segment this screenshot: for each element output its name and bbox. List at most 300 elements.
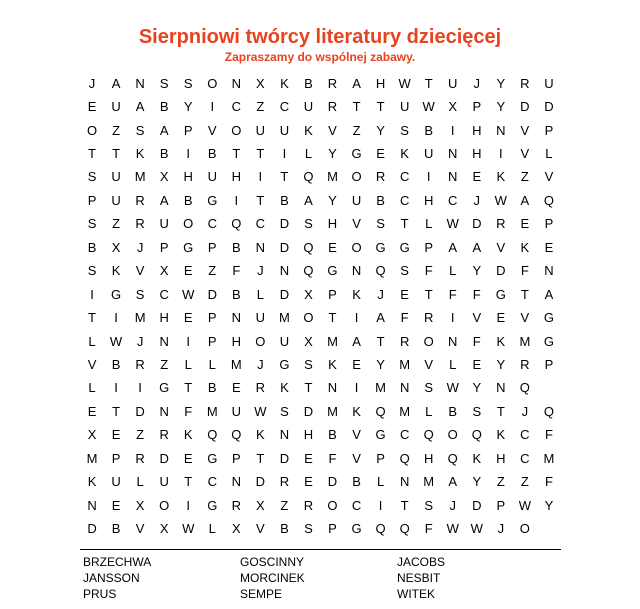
grid-letter[interactable]: J — [136, 239, 144, 255]
grid-letter[interactable]: O — [231, 122, 242, 138]
grid-letter[interactable]: G — [351, 146, 362, 162]
grid-letter[interactable]: C — [448, 192, 458, 208]
grid-letter[interactable]: A — [376, 310, 385, 326]
grid-letter[interactable]: R — [231, 497, 241, 513]
grid-letter[interactable]: Q — [543, 192, 554, 208]
grid-letter[interactable]: Z — [208, 263, 217, 279]
grid-letter[interactable]: K — [496, 333, 506, 349]
grid-letter[interactable]: B — [231, 239, 241, 255]
grid-letter[interactable]: K — [183, 427, 193, 443]
grid-letter[interactable]: S — [87, 169, 97, 185]
grid-letter[interactable]: B — [280, 521, 289, 537]
grid-letter[interactable]: S — [304, 356, 313, 372]
grid-letter[interactable]: L — [88, 380, 96, 396]
grid-letter[interactable]: E — [231, 380, 241, 396]
grid-letter[interactable]: D — [520, 99, 530, 115]
grid-letter[interactable]: Y — [472, 263, 482, 279]
grid-letter[interactable]: S — [376, 216, 385, 232]
grid-letter[interactable]: A — [159, 122, 169, 138]
grid-letter[interactable]: M — [86, 450, 98, 466]
grid-letter[interactable]: H — [472, 122, 482, 138]
grid-letter[interactable]: O — [351, 169, 362, 185]
grid-letter[interactable]: Y — [328, 192, 337, 208]
grid-letter[interactable]: T — [304, 380, 313, 396]
grid-letter[interactable]: Q — [303, 169, 314, 185]
grid-letter[interactable]: E — [304, 450, 313, 466]
grid-letter[interactable]: S — [87, 216, 97, 232]
grid-letter[interactable]: U — [111, 474, 121, 490]
grid-letter[interactable]: Q — [303, 239, 314, 255]
grid-letter[interactable]: U — [255, 310, 266, 326]
grid-letter[interactable]: G — [375, 239, 386, 255]
grid-letter[interactable]: T — [256, 450, 265, 466]
grid-letter[interactable]: M — [230, 356, 242, 372]
grid-letter[interactable]: L — [256, 286, 264, 302]
grid-letter[interactable]: T — [328, 310, 337, 326]
grid-letter[interactable]: I — [186, 146, 191, 162]
grid-letter[interactable]: G — [399, 239, 410, 255]
grid-letter[interactable]: L — [88, 333, 96, 349]
grid-letter[interactable]: O — [255, 333, 266, 349]
grid-letter[interactable]: T — [88, 146, 96, 162]
grid-letter[interactable]: N — [448, 146, 458, 162]
grid-letter[interactable]: R — [496, 216, 506, 232]
grid-letter[interactable]: V — [520, 122, 530, 138]
grid-letter[interactable]: R — [255, 380, 266, 396]
grid-letter[interactable]: P — [183, 122, 193, 138]
grid-letter[interactable]: J — [521, 403, 529, 419]
grid-letter[interactable]: L — [184, 356, 192, 372]
grid-letter[interactable]: H — [231, 169, 241, 185]
grid-letter[interactable]: W — [422, 99, 435, 115]
grid-letter[interactable]: S — [424, 497, 434, 513]
grid-letter[interactable]: Q — [375, 403, 386, 419]
grid-letter[interactable]: B — [183, 192, 193, 208]
grid-letter[interactable]: T — [424, 75, 433, 91]
grid-letter[interactable]: G — [207, 192, 218, 208]
grid-letter[interactable]: O — [159, 497, 170, 513]
grid-letter[interactable]: W — [518, 497, 531, 513]
grid-letter[interactable]: N — [231, 310, 241, 326]
grid-letter[interactable]: N — [544, 263, 554, 279]
grid-letter[interactable]: R — [303, 497, 314, 513]
grid-letter[interactable]: Y — [472, 380, 482, 396]
grid-letter[interactable]: B — [207, 146, 217, 162]
grid-letter[interactable]: J — [257, 356, 264, 372]
grid-letter[interactable]: E — [496, 310, 506, 326]
grid-letter[interactable]: T — [112, 146, 121, 162]
grid-letter[interactable]: W — [494, 192, 507, 208]
grid-letter[interactable]: S — [87, 263, 97, 279]
grid-letter[interactable]: H — [303, 427, 314, 443]
grid-letter[interactable]: U — [231, 403, 241, 419]
grid-letter[interactable]: E — [87, 403, 97, 419]
grid-letter[interactable]: O — [351, 239, 362, 255]
grid-letter[interactable]: E — [183, 263, 193, 279]
grid-letter[interactable]: F — [520, 263, 529, 279]
grid-letter[interactable]: D — [303, 403, 314, 419]
grid-letter[interactable]: B — [111, 521, 121, 537]
grid-letter[interactable]: G — [375, 427, 386, 443]
grid-letter[interactable]: P — [376, 450, 385, 466]
grid-letter[interactable]: M — [134, 169, 146, 185]
grid-letter[interactable]: C — [279, 99, 290, 115]
grid-letter[interactable]: W — [398, 75, 411, 91]
grid-letter[interactable]: T — [256, 192, 265, 208]
grid-letter[interactable]: L — [425, 403, 433, 419]
grid-letter[interactable]: S — [135, 122, 145, 138]
grid-letter[interactable]: Z — [112, 122, 121, 138]
grid-letter[interactable]: Q — [231, 427, 242, 443]
grid-letter[interactable]: U — [303, 99, 314, 115]
grid-letter[interactable]: H — [496, 450, 506, 466]
grid-letter[interactable]: N — [135, 75, 145, 91]
grid-letter[interactable]: T — [376, 99, 385, 115]
grid-letter[interactable]: V — [256, 521, 265, 537]
grid-letter[interactable]: X — [304, 333, 313, 349]
grid-letter[interactable]: V — [424, 356, 434, 372]
grid-letter[interactable]: I — [114, 380, 118, 396]
grid-letter[interactable]: L — [208, 521, 216, 537]
grid-letter[interactable]: U — [544, 75, 554, 91]
grid-letter[interactable]: T — [184, 380, 193, 396]
grid-letter[interactable]: I — [450, 122, 455, 138]
grid-letter[interactable]: Y — [376, 356, 385, 372]
grid-letter[interactable]: W — [470, 521, 483, 537]
grid-letter[interactable]: Z — [520, 474, 529, 490]
grid-letter[interactable]: H — [472, 146, 482, 162]
grid-letter[interactable]: Q — [423, 427, 434, 443]
grid-letter[interactable]: Z — [112, 216, 121, 232]
grid-letter[interactable]: F — [472, 333, 481, 349]
grid-letter[interactable]: R — [279, 474, 290, 490]
grid-letter[interactable]: A — [448, 474, 458, 490]
grid-letter[interactable]: Y — [544, 497, 554, 513]
grid-letter[interactable]: C — [351, 497, 362, 513]
grid-letter[interactable]: H — [159, 310, 169, 326]
grid-letter[interactable]: N — [399, 474, 410, 490]
grid-letter[interactable]: V — [135, 263, 145, 279]
grid-letter[interactable]: G — [279, 356, 290, 372]
grid-letter[interactable]: K — [352, 286, 361, 302]
grid-letter[interactable]: V — [520, 310, 530, 326]
grid-letter[interactable]: I — [282, 146, 287, 162]
grid-letter[interactable]: Y — [496, 356, 506, 372]
grid-letter[interactable]: O — [207, 75, 218, 91]
grid-letter[interactable]: M — [327, 333, 338, 349]
grid-letter[interactable]: V — [135, 521, 145, 537]
grid-letter[interactable]: N — [496, 380, 506, 396]
grid-letter[interactable]: V — [328, 122, 337, 138]
grid-letter[interactable]: X — [256, 75, 265, 91]
grid-letter[interactable]: D — [87, 521, 97, 537]
grid-letter[interactable]: K — [400, 146, 409, 162]
grid-letter[interactable]: L — [449, 356, 457, 372]
grid-letter[interactable]: Q — [399, 521, 410, 537]
grid-letter[interactable]: K — [87, 474, 97, 490]
grid-letter[interactable]: T — [256, 146, 265, 162]
grid-letter[interactable]: A — [448, 239, 458, 255]
grid-letter[interactable]: P — [544, 356, 554, 372]
grid-letter[interactable]: Q — [399, 450, 410, 466]
grid-letter[interactable]: O — [519, 521, 530, 537]
grid-letter[interactable]: W — [446, 521, 459, 537]
grid-letter[interactable]: I — [450, 310, 455, 326]
grid-letter[interactable]: A — [159, 192, 169, 208]
grid-letter[interactable]: L — [449, 263, 457, 279]
grid-letter[interactable]: D — [472, 216, 482, 232]
grid-letter[interactable]: Z — [520, 169, 529, 185]
grid-letter[interactable]: K — [520, 239, 530, 255]
grid-letter[interactable]: R — [135, 216, 145, 232]
grid-letter[interactable]: H — [183, 169, 193, 185]
grid-letter[interactable]: T — [496, 403, 505, 419]
grid-letter[interactable]: R — [135, 450, 145, 466]
grid-letter[interactable]: P — [87, 192, 97, 208]
grid-letter[interactable]: O — [423, 333, 434, 349]
grid-letter[interactable]: X — [111, 239, 121, 255]
grid-letter[interactable]: I — [378, 497, 383, 513]
grid-letter[interactable]: I — [258, 169, 263, 185]
grid-letter[interactable]: J — [136, 333, 144, 349]
grid-letter[interactable]: G — [207, 450, 218, 466]
grid-letter[interactable]: F — [424, 263, 433, 279]
grid-letter[interactable]: W — [254, 403, 267, 419]
grid-letter[interactable]: I — [210, 99, 215, 115]
grid-letter[interactable]: E — [111, 497, 121, 513]
grid-letter[interactable]: N — [448, 333, 458, 349]
grid-letter[interactable]: F — [184, 403, 193, 419]
grid-letter[interactable]: F — [472, 286, 481, 302]
grid-letter[interactable]: T — [376, 333, 385, 349]
grid-letter[interactable]: P — [231, 450, 241, 466]
grid-letter[interactable]: N — [159, 333, 169, 349]
grid-letter[interactable]: V — [352, 216, 361, 232]
grid-letter[interactable]: S — [135, 286, 145, 302]
grid-letter[interactable]: I — [354, 310, 359, 326]
grid-letter[interactable]: J — [377, 286, 384, 302]
grid-letter[interactable]: V — [544, 169, 554, 185]
grid-letter[interactable]: E — [472, 169, 482, 185]
grid-letter[interactable]: Q — [375, 521, 386, 537]
grid-letter[interactable]: T — [424, 286, 433, 302]
grid-letter[interactable]: E — [520, 216, 530, 232]
grid-letter[interactable]: R — [327, 99, 338, 115]
grid-letter[interactable]: B — [207, 380, 217, 396]
grid-letter[interactable]: C — [520, 450, 530, 466]
grid-letter[interactable]: S — [304, 216, 313, 232]
grid-letter[interactable]: W — [182, 521, 195, 537]
grid-letter[interactable]: D — [279, 216, 290, 232]
grid-letter[interactable]: B — [424, 122, 434, 138]
grid-letter[interactable]: P — [207, 239, 217, 255]
grid-letter[interactable]: Z — [496, 474, 505, 490]
grid-letter[interactable]: D — [207, 286, 217, 302]
grid-letter[interactable]: E — [87, 99, 97, 115]
grid-letter[interactable]: E — [544, 239, 554, 255]
grid-letter[interactable]: C — [159, 286, 169, 302]
grid-letter[interactable]: W — [182, 286, 195, 302]
grid-letter[interactable]: I — [354, 380, 359, 396]
grid-letter[interactable]: P — [207, 333, 217, 349]
grid-letter[interactable]: S — [280, 403, 289, 419]
grid-letter[interactable]: C — [255, 216, 266, 232]
grid-letter[interactable]: Z — [136, 427, 145, 443]
grid-letter[interactable]: D — [544, 99, 554, 115]
grid-letter[interactable]: U — [448, 75, 458, 91]
grid-letter[interactable]: O — [303, 310, 314, 326]
grid-letter[interactable]: N — [399, 380, 410, 396]
grid-letter[interactable]: N — [159, 403, 169, 419]
grid-letter[interactable]: Y — [472, 474, 482, 490]
grid-letter[interactable]: P — [111, 450, 121, 466]
grid-letter[interactable]: V — [520, 146, 530, 162]
grid-letter[interactable]: X — [256, 497, 265, 513]
grid-letter[interactable]: G — [327, 263, 338, 279]
grid-letter[interactable]: Z — [352, 122, 361, 138]
grid-letter[interactable]: B — [159, 146, 169, 162]
grid-letter[interactable]: N — [448, 169, 458, 185]
grid-letter[interactable]: C — [520, 427, 530, 443]
grid-letter[interactable]: P — [544, 122, 554, 138]
grid-letter[interactable]: X — [159, 263, 169, 279]
grid-letter[interactable]: X — [135, 497, 145, 513]
grid-letter[interactable]: B — [448, 403, 458, 419]
grid-letter[interactable]: A — [520, 192, 530, 208]
grid-letter[interactable]: D — [496, 263, 506, 279]
grid-letter[interactable]: V — [352, 450, 361, 466]
grid-letter[interactable]: N — [231, 75, 241, 91]
grid-letter[interactable]: N — [255, 239, 266, 255]
grid-letter[interactable]: W — [109, 333, 123, 349]
grid-letter[interactable]: I — [114, 310, 118, 326]
grid-letter[interactable]: L — [425, 216, 433, 232]
grid-letter[interactable]: S — [183, 75, 193, 91]
grid-letter[interactable]: C — [207, 474, 217, 490]
grid-letter[interactable]: R — [520, 356, 530, 372]
grid-letter[interactable]: V — [87, 356, 97, 372]
grid-letter[interactable]: B — [280, 192, 289, 208]
grid-letter[interactable]: Q — [231, 216, 242, 232]
grid-letter[interactable]: E — [376, 146, 385, 162]
grid-letter[interactable]: D — [327, 474, 338, 490]
grid-letter[interactable]: K — [256, 427, 265, 443]
grid-letter[interactable]: H — [231, 333, 241, 349]
grid-letter[interactable]: A — [352, 75, 361, 91]
grid-letter[interactable]: A — [544, 286, 554, 302]
grid-letter[interactable]: S — [424, 380, 434, 396]
grid-letter[interactable]: Y — [328, 146, 337, 162]
grid-letter[interactable]: T — [400, 216, 409, 232]
grid-letter[interactable]: F — [328, 450, 337, 466]
grid-letter[interactable]: P — [159, 239, 169, 255]
grid-letter[interactable]: K — [472, 450, 482, 466]
grid-letter[interactable]: G — [543, 333, 554, 349]
grid-letter[interactable]: B — [304, 75, 313, 91]
grid-letter[interactable]: O — [183, 216, 194, 232]
grid-letter[interactable]: T — [520, 286, 529, 302]
grid-letter[interactable]: F — [232, 263, 241, 279]
grid-letter[interactable]: M — [278, 310, 290, 326]
grid-letter[interactable]: T — [88, 310, 96, 326]
grid-letter[interactable]: P — [544, 216, 554, 232]
grid-letter[interactable]: R — [135, 192, 145, 208]
grid-letter[interactable]: B — [231, 286, 241, 302]
grid-letter[interactable]: Q — [447, 450, 458, 466]
grid-letter[interactable]: G — [495, 286, 506, 302]
grid-letter[interactable]: I — [426, 169, 431, 185]
grid-letter[interactable]: B — [328, 427, 337, 443]
grid-letter[interactable]: T — [280, 169, 289, 185]
grid-letter[interactable]: C — [399, 192, 410, 208]
grid-letter[interactable]: D — [279, 286, 290, 302]
grid-letter[interactable]: U — [207, 169, 217, 185]
grid-letter[interactable]: E — [183, 310, 193, 326]
grid-letter[interactable]: Y — [496, 99, 506, 115]
grid-letter[interactable]: Y — [183, 99, 193, 115]
grid-letter[interactable]: F — [544, 474, 553, 490]
grid-letter[interactable]: Y — [376, 122, 385, 138]
grid-letter[interactable]: E — [352, 356, 361, 372]
grid-letter[interactable]: G — [351, 521, 362, 537]
grid-letter[interactable]: X — [87, 427, 97, 443]
grid-letter[interactable]: X — [159, 521, 169, 537]
grid-letter[interactable]: G — [207, 497, 218, 513]
grid-letter[interactable]: N — [87, 497, 97, 513]
grid-letter[interactable]: D — [472, 497, 482, 513]
grid-letter[interactable]: N — [351, 263, 362, 279]
grid-letter[interactable]: P — [472, 99, 482, 115]
grid-letter[interactable]: D — [159, 450, 169, 466]
grid-letter[interactable]: U — [111, 192, 121, 208]
grid-letter[interactable]: D — [135, 403, 145, 419]
grid-letter[interactable]: U — [111, 169, 121, 185]
grid-letter[interactable]: N — [496, 122, 506, 138]
grid-letter[interactable]: H — [423, 450, 434, 466]
grid-letter[interactable]: U — [351, 192, 362, 208]
grid-letter[interactable]: J — [473, 75, 481, 91]
grid-letter[interactable]: E — [304, 474, 313, 490]
grid-letter[interactable]: I — [234, 192, 239, 208]
grid-letter[interactable]: P — [496, 497, 506, 513]
grid-letter[interactable]: U — [255, 122, 266, 138]
grid-letter[interactable]: X — [448, 99, 458, 115]
grid-letter[interactable]: P — [424, 239, 434, 255]
grid-letter[interactable]: F — [448, 286, 457, 302]
grid-letter[interactable]: E — [183, 450, 193, 466]
grid-letter[interactable]: Q — [519, 380, 530, 396]
grid-letter[interactable]: N — [279, 427, 290, 443]
grid-letter[interactable]: M — [519, 333, 531, 349]
grid-letter[interactable]: Q — [543, 403, 554, 419]
grid-letter[interactable]: T — [400, 497, 409, 513]
grid-letter[interactable]: T — [232, 146, 241, 162]
grid-letter[interactable]: U — [111, 99, 121, 115]
grid-letter[interactable]: I — [499, 146, 503, 162]
grid-letter[interactable]: L — [208, 356, 216, 372]
grid-letter[interactable]: B — [87, 239, 97, 255]
grid-letter[interactable]: E — [400, 286, 409, 302]
grid-letter[interactable]: K — [135, 146, 145, 162]
grid-letter[interactable]: J — [449, 497, 456, 513]
grid-letter[interactable]: L — [304, 146, 313, 162]
grid-letter[interactable]: G — [111, 286, 122, 302]
grid-letter[interactable]: O — [447, 427, 458, 443]
grid-letter[interactable]: A — [135, 99, 145, 115]
grid-letter[interactable]: R — [135, 356, 145, 372]
grid-letter[interactable]: K — [280, 75, 289, 91]
grid-letter[interactable]: S — [159, 75, 169, 91]
